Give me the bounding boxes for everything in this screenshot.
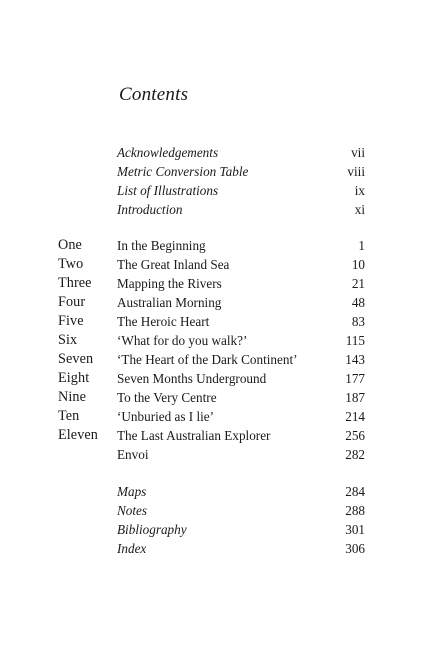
chapter-number: Nine bbox=[58, 389, 86, 405]
back-matter-row bbox=[0, 539, 425, 558]
chapter-title: Mapping the Rivers bbox=[117, 276, 222, 291]
chapter-number: Five bbox=[58, 313, 84, 329]
chapter-row bbox=[0, 312, 425, 331]
entry-title: Acknowledgements bbox=[117, 145, 219, 160]
front-matter-row bbox=[0, 162, 425, 181]
chapter-row bbox=[0, 350, 425, 369]
page-number: 1 bbox=[358, 238, 365, 253]
page-number: 284 bbox=[345, 484, 365, 499]
back-matter-row bbox=[0, 482, 425, 501]
entry-title: Maps bbox=[117, 484, 147, 499]
chapter-row bbox=[0, 274, 425, 293]
front-matter-row bbox=[0, 200, 425, 219]
chapter-number: Three bbox=[58, 275, 92, 291]
page-title: Contents bbox=[119, 84, 189, 105]
page-number: vii bbox=[351, 145, 365, 160]
chapter-title: Australian Morning bbox=[117, 295, 222, 310]
chapter-number: Two bbox=[58, 256, 84, 272]
page-number: 21 bbox=[351, 276, 365, 291]
page-number: 115 bbox=[345, 333, 365, 348]
chapter-row bbox=[0, 426, 425, 445]
chapter-row bbox=[0, 388, 425, 407]
page-number: xi bbox=[354, 202, 365, 217]
front-matter-row bbox=[0, 181, 425, 200]
chapter-row bbox=[0, 255, 425, 274]
page-number: 282 bbox=[345, 447, 365, 462]
back-matter-row bbox=[0, 501, 425, 520]
page-number: 288 bbox=[345, 503, 365, 518]
entry-title: Bibliography bbox=[117, 522, 187, 537]
chapter-title: The Heroic Heart bbox=[117, 314, 210, 329]
page-number: ix bbox=[354, 183, 365, 198]
chapter-title: Envoi bbox=[117, 447, 149, 462]
chapter-number: Four bbox=[58, 294, 86, 310]
entry-title: Metric Conversion Table bbox=[117, 164, 249, 179]
chapter-title: ‘Unburied as I lie’ bbox=[117, 409, 215, 424]
chapter-number: Six bbox=[58, 332, 78, 348]
chapter-number: Seven bbox=[58, 351, 94, 367]
back-matter-row bbox=[0, 520, 425, 539]
page-number: 177 bbox=[345, 371, 365, 386]
chapter-row bbox=[0, 293, 425, 312]
chapter-title: ‘What for do you walk?’ bbox=[117, 333, 248, 348]
page-number: 256 bbox=[345, 428, 365, 443]
chapter-row bbox=[0, 369, 425, 388]
chapter-title: To the Very Centre bbox=[117, 390, 217, 405]
chapter-row bbox=[0, 331, 425, 350]
page-number: 48 bbox=[351, 295, 365, 310]
entry-title: Introduction bbox=[117, 202, 183, 217]
page-number: viii bbox=[347, 164, 365, 179]
page-number: 187 bbox=[345, 390, 365, 405]
entry-title: List of Illustrations bbox=[117, 183, 219, 198]
entry-title: Index bbox=[117, 541, 147, 556]
page-number: 301 bbox=[345, 522, 365, 537]
page-number: 10 bbox=[351, 257, 365, 272]
chapter-number: Ten bbox=[58, 408, 80, 424]
chapter-row bbox=[0, 445, 425, 464]
chapter-number: Eight bbox=[58, 370, 90, 386]
chapter-title: ‘The Heart of the Dark Continent’ bbox=[117, 352, 298, 367]
page-number: 83 bbox=[351, 314, 365, 329]
chapter-number: One bbox=[58, 237, 82, 253]
chapter-title: The Great Inland Sea bbox=[117, 257, 230, 272]
page-number: 214 bbox=[345, 409, 365, 424]
front-matter-row bbox=[0, 143, 425, 162]
chapter-number: Eleven bbox=[58, 427, 98, 443]
chapter-title: Seven Months Underground bbox=[117, 371, 267, 386]
chapter-title: The Last Australian Explorer bbox=[117, 428, 271, 443]
chapter-row bbox=[0, 407, 425, 426]
page-number: 306 bbox=[345, 541, 365, 556]
entry-title: Notes bbox=[117, 503, 148, 518]
chapter-title: In the Beginning bbox=[117, 238, 206, 253]
page-number: 143 bbox=[345, 352, 365, 367]
chapter-row bbox=[0, 236, 425, 255]
